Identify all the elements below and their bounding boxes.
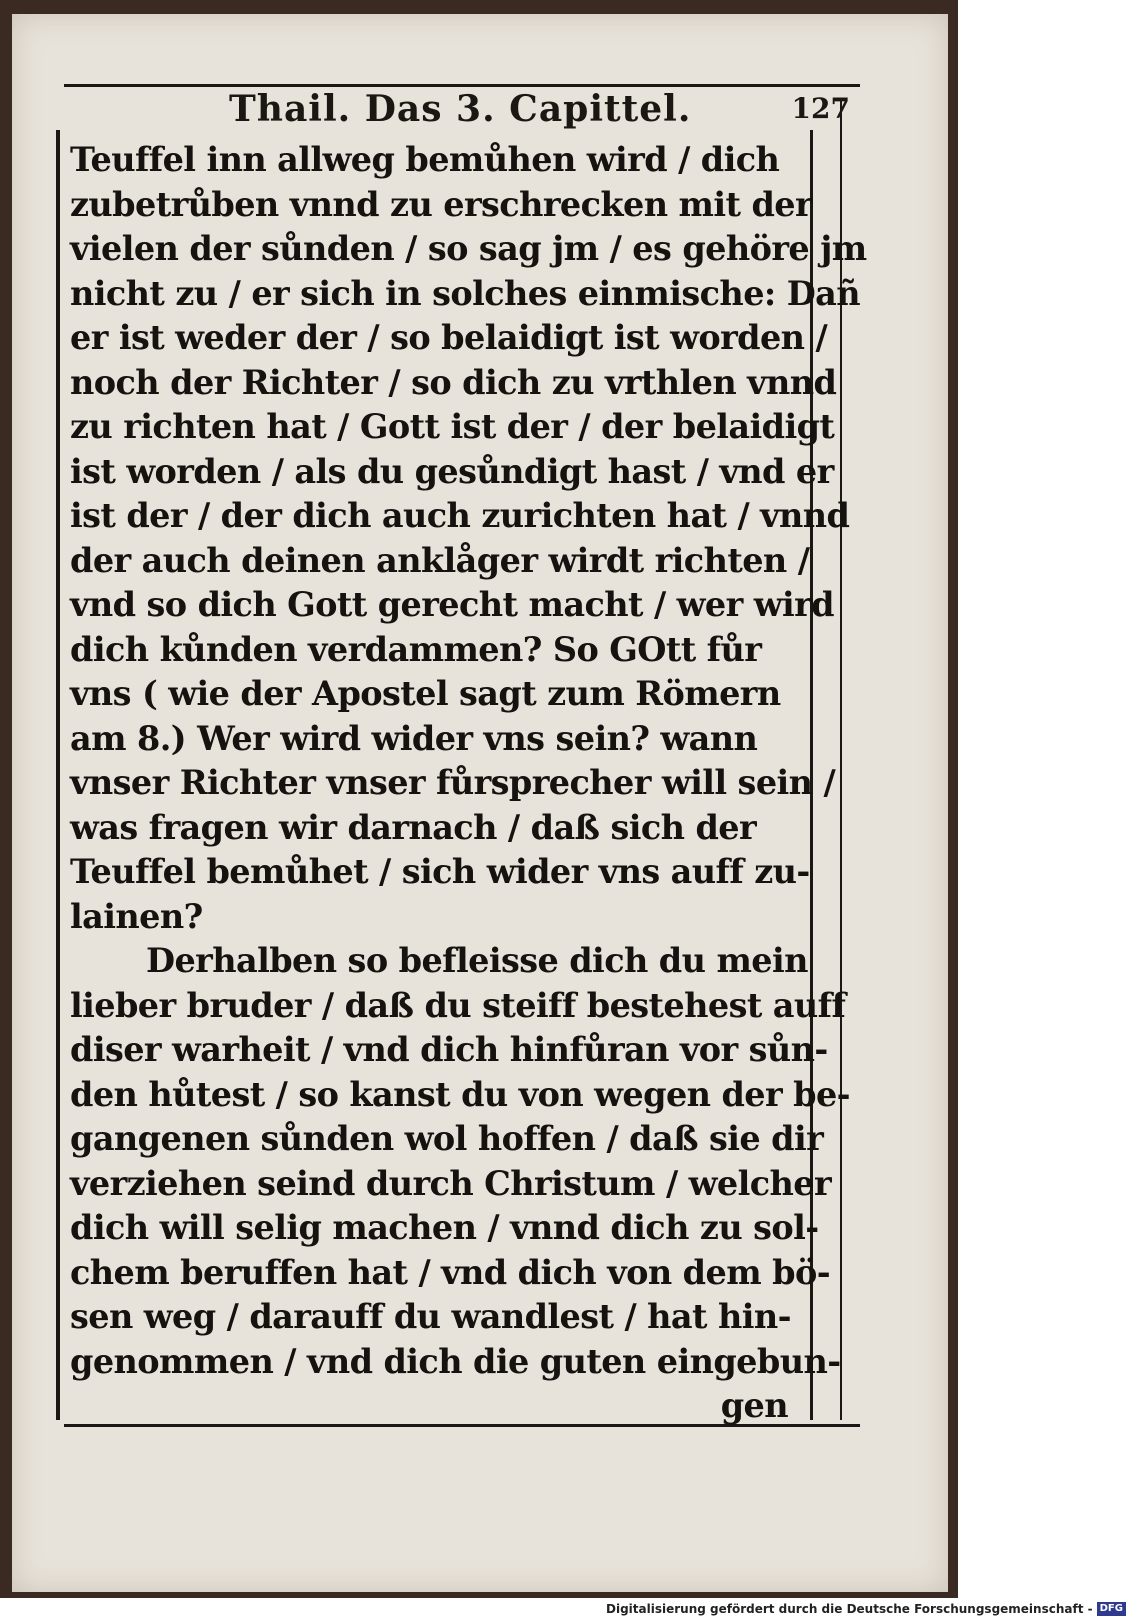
text-line: verziehen seind durch Christum / welcher [70, 1163, 832, 1203]
running-header [64, 86, 860, 132]
text-line: zubetrůben vnnd zu erschrecken mit der [70, 184, 813, 224]
text-line: den hůtest / so kanst du von wegen der be- [70, 1074, 850, 1114]
text-line: lainen? [70, 896, 203, 936]
text-line: Teuffel inn allweg bemůhen wird / dich [70, 140, 780, 179]
dfg-logo: DFG [1097, 1602, 1126, 1616]
text-line: was fragen wir darnach / daß sich der [70, 807, 757, 847]
text-line: ist der / der dich auch zurichten hat / vnnd [70, 496, 850, 535]
text-line: lieber bruder / daß du steiff bestehest auff [70, 985, 846, 1025]
text-line: Teuffel bemůhet / sich wider vns auff zu- [70, 852, 810, 891]
chapter-heading: Thail. Das 3. Capittel. [229, 88, 692, 130]
catchword: gen [720, 1386, 788, 1425]
text-line: zu richten hat / Gott ist der / der belaidigt [70, 407, 835, 446]
text-line: vnser Richter vnser fůrsprecher will sein / [70, 763, 836, 802]
text-line: gangenen sůnden wol hoffen / daß sie dir [70, 1119, 824, 1158]
text-line: noch der Richter / so dich zu vrthlen vnnd [70, 362, 837, 402]
text-line: chem beruffen hat / vnd dich von dem bö- [70, 1252, 830, 1292]
text-line: dich will selig machen / vnnd dich zu sol- [70, 1208, 819, 1247]
credit-text: Digitalisierung gefördert durch die Deutsche Forschungsgemeinschaft - [606, 1602, 1093, 1616]
text-line: der auch deinen anklåger wirdt richten / [70, 540, 810, 580]
text-line: am 8.) Wer wird wider vns sein? wann [70, 718, 758, 758]
page-number: 127 [791, 92, 850, 125]
text-line: er ist weder der / so belaidigt ist worden / [70, 318, 828, 357]
text-line: diser warheit / vnd dich hinfůran vor sůn- [70, 1030, 828, 1069]
text-line: vielen der sůnden / so sag jm / es gehöre jm [70, 229, 867, 268]
text-line: nicht zu / er sich in solches einmische: Dañ [70, 273, 861, 313]
text-line: sen weg / darauff du wandlest / hat hin- [70, 1297, 791, 1336]
text-line: genommen / vnd dich die guten eingebun- [70, 1341, 841, 1381]
text-line: vns ( wie der Apostel sagt zum Römern [70, 674, 781, 713]
text-line: dich kůnden verdammen? So GOtt fůr [70, 629, 762, 669]
text-line: ist worden / als du gesůndigt hast / vnd er [70, 451, 834, 491]
paragraph-start-line: Derhalben so befleisse dich du mein [146, 941, 808, 980]
body-text [70, 138, 867, 1429]
digitization-credit [606, 1600, 1123, 1618]
text-line: vnd so dich Gott gerecht macht / wer wird [70, 585, 834, 624]
